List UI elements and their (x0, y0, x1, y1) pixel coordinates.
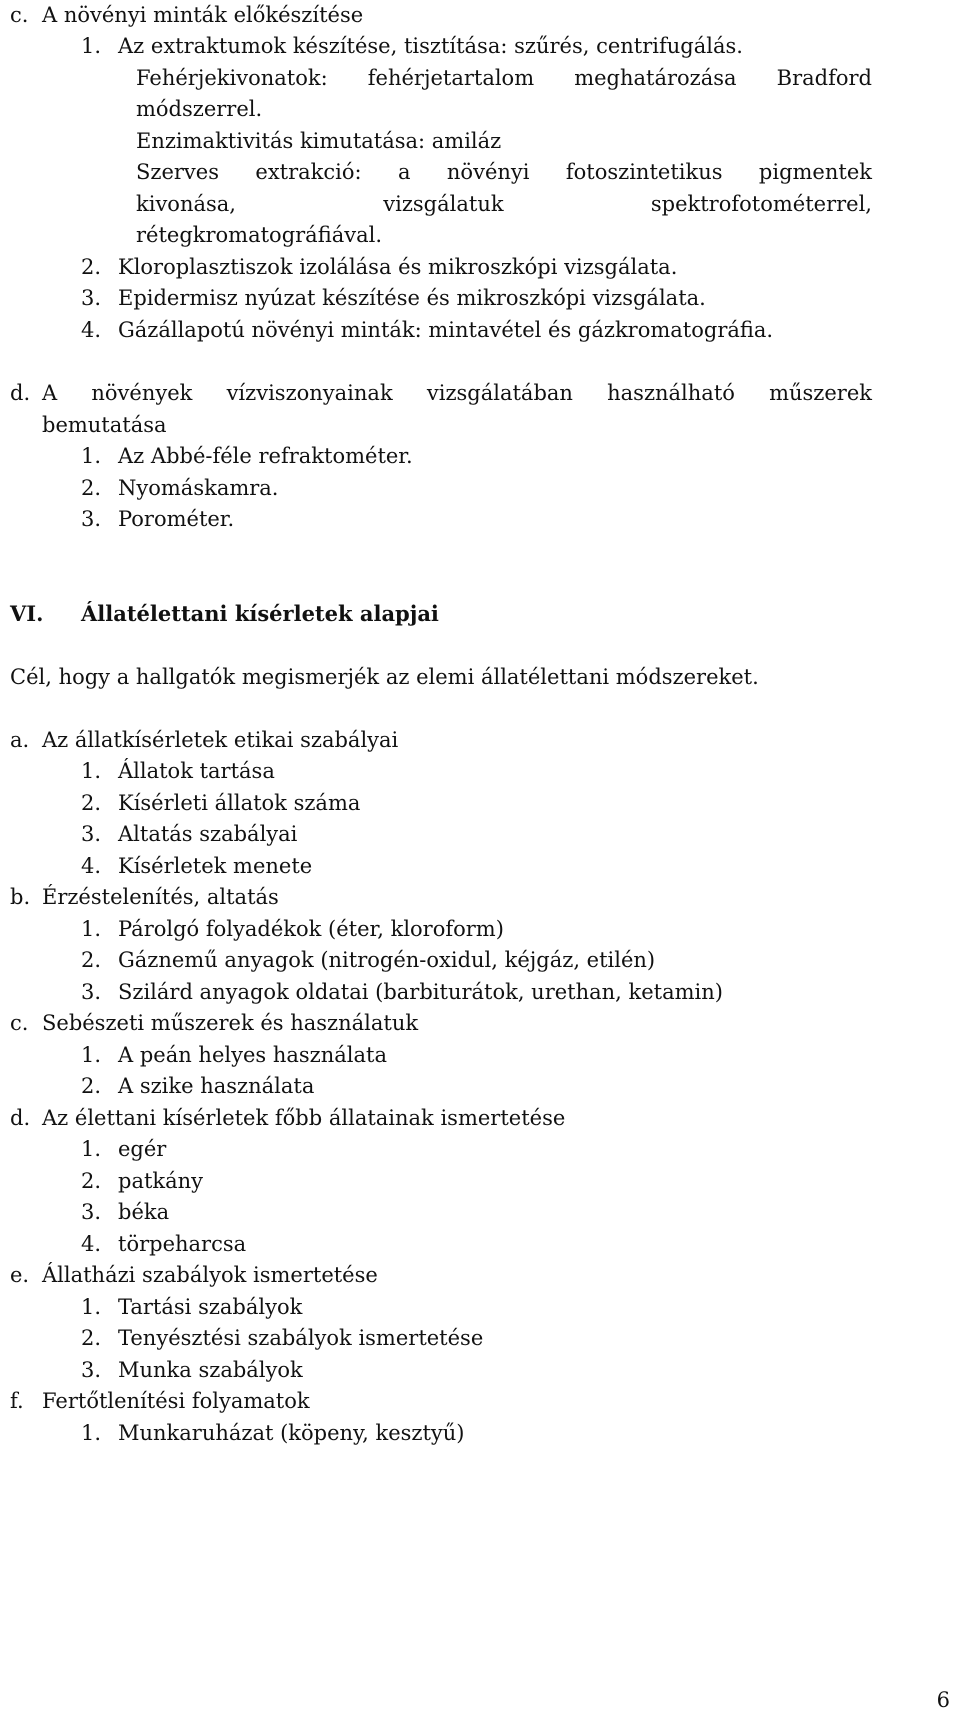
list-item-text: Gáznemű anyagok (nitrogén-oxidul, kéjgáz, etilén) (118, 948, 656, 972)
section-label: b. (10, 885, 31, 909)
list-number: 2. (81, 791, 102, 815)
list-item-text: Munka szabályok (118, 1358, 303, 1382)
section-title (42, 378, 872, 408)
word: műszerek (769, 381, 872, 405)
list-item-text: Epidermisz nyúzat készítése és mikroszkópi vizsgálata. (118, 286, 706, 310)
section-title: Sebészeti műszerek és használatuk (42, 1011, 419, 1035)
justified-line (136, 63, 872, 93)
list-item-text: Nyomáskamra. (118, 476, 279, 500)
section-title: Fertőtlenítési folyamatok (42, 1389, 310, 1413)
list-item-text: Az extraktumok készítése, tisztítása: szűrés, centrifugálás. (118, 34, 743, 58)
list-number: 2. (81, 255, 102, 279)
list-number: 2. (81, 1074, 102, 1098)
list-number: 1. (81, 759, 102, 783)
list-number: 4. (81, 854, 102, 878)
list-number: 1. (81, 444, 102, 468)
word: Bradford (776, 66, 872, 90)
section-label: a. (10, 728, 30, 752)
word: spektrofotométerrel, (650, 192, 872, 216)
word: kivonása, (136, 192, 236, 216)
list-number: 3. (81, 822, 102, 846)
section-label: c. (10, 3, 29, 27)
list-number: 1. (81, 917, 102, 941)
section-title: A növényi minták előkészítése (42, 3, 364, 27)
list-item-text: Kísérletek menete (118, 854, 313, 878)
word: vizsgálatuk (383, 192, 504, 216)
word: Szerves (136, 160, 219, 184)
word: Fehérjekivonatok: (136, 66, 328, 90)
word: vízviszonyainak (226, 381, 393, 405)
section-title-cont: bemutatása (42, 413, 167, 437)
word: használható (607, 381, 735, 405)
word: fotoszintetikus (565, 160, 723, 184)
section-title: Érzéstelenítés, altatás (42, 885, 279, 909)
list-number: 3. (81, 1358, 102, 1382)
list-item-text: A peán helyes használata (118, 1043, 387, 1067)
list-number: 1. (81, 34, 102, 58)
word: vizsgálatában (426, 381, 573, 405)
section-title: Az élettani kísérletek főbb állatainak ismertetése (42, 1106, 566, 1130)
paragraph-line: módszerrel. (136, 97, 263, 121)
section-label: d. (10, 1106, 31, 1130)
list-number: 1. (81, 1137, 102, 1161)
list-number: 3. (81, 286, 102, 310)
list-item-text: Kísérleti állatok száma (118, 791, 361, 815)
page-number: 6 (936, 1688, 950, 1712)
list-number: 4. (81, 318, 102, 342)
list-number: 2. (81, 476, 102, 500)
word: A (42, 381, 58, 405)
list-item-text: Kloroplasztiszok izolálása és mikroszkópi vizsgálata. (118, 255, 678, 279)
justified-line (136, 189, 872, 219)
list-number: 2. (81, 1326, 102, 1350)
list-item-text: Az Abbé-féle refraktométer. (118, 444, 413, 468)
section-label: e. (10, 1263, 30, 1287)
chapter-goal: Cél, hogy a hallgatók megismerjék az elemi állatélettani módszereket. (10, 665, 759, 689)
section-label: d. (10, 381, 31, 405)
justified-line (136, 157, 872, 187)
list-number: 2. (81, 1169, 102, 1193)
list-number: 3. (81, 507, 102, 531)
list-item-text: Tenyésztési szabályok ismertetése (118, 1326, 484, 1350)
list-item-text: Gázállapotú növényi minták: mintavétel és gázkromatográfia. (118, 318, 774, 342)
list-item-text: béka (118, 1200, 170, 1224)
list-item-text: Porométer. (118, 507, 235, 531)
list-item-text: Szilárd anyagok oldatai (barbiturátok, urethan, ketamin) (118, 980, 723, 1004)
list-number: 3. (81, 1200, 102, 1224)
word: növények (91, 381, 193, 405)
list-item-text: Párolgó folyadékok (éter, kloroform) (118, 917, 504, 941)
list-item-text: Munkaruházat (köpeny, kesztyű) (118, 1421, 465, 1445)
list-item-text: patkány (118, 1169, 204, 1193)
section-title: Az állatkísérletek etikai szabályai (42, 728, 399, 752)
word: extrakció: (255, 160, 362, 184)
word: meghatározása (574, 66, 737, 90)
word: pigmentek (758, 160, 872, 184)
list-number: 2. (81, 948, 102, 972)
section-label: c. (10, 1011, 29, 1035)
word: fehérjetartalom (367, 66, 535, 90)
chapter-numeral: VI. (10, 601, 44, 626)
word: növényi (446, 160, 530, 184)
list-number: 4. (81, 1232, 102, 1256)
chapter-title: Állatélettani kísérletek alapjai (81, 601, 439, 626)
section-label: f. (10, 1389, 24, 1413)
list-item-text: törpeharcsa (118, 1232, 247, 1256)
list-number: 1. (81, 1421, 102, 1445)
list-number: 1. (81, 1295, 102, 1319)
word: a (397, 160, 411, 184)
list-number: 3. (81, 980, 102, 1004)
list-item-text: Tartási szabályok (118, 1295, 303, 1319)
list-item-text: Altatás szabályai (118, 822, 298, 846)
paragraph-line: Enzimaktivitás kimutatása: amiláz (136, 129, 502, 153)
list-item-text: Állatok tartása (118, 759, 275, 783)
list-item-text: egér (118, 1137, 167, 1161)
list-item-text: A szike használata (118, 1074, 315, 1098)
paragraph-line: rétegkromatográfiával. (136, 223, 383, 247)
section-title: Állatházi szabályok ismertetése (42, 1263, 378, 1287)
list-number: 1. (81, 1043, 102, 1067)
